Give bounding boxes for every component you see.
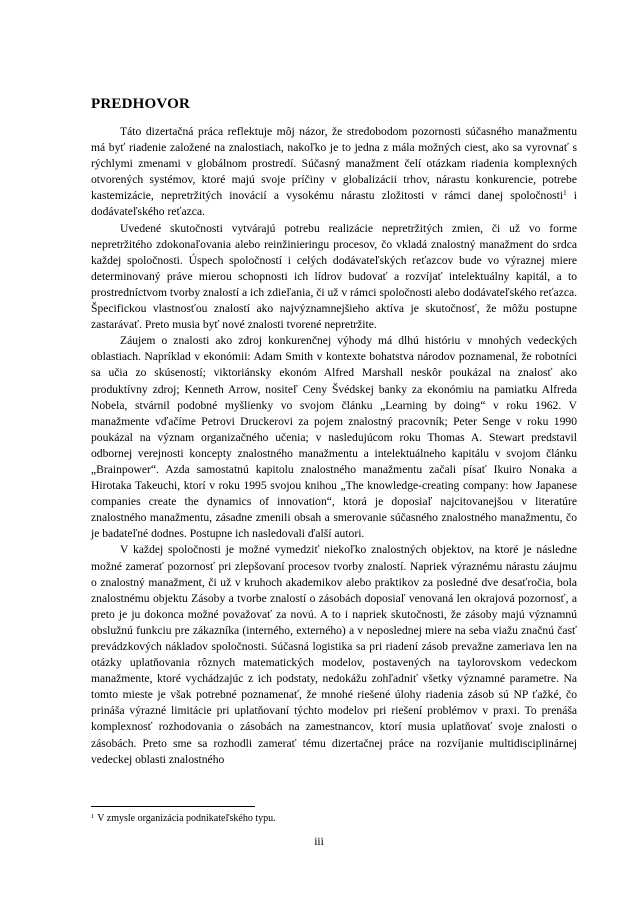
paragraph-1-text-end: i dodávateľského reťazca. bbox=[91, 189, 577, 219]
paragraph-1 bbox=[91, 124, 577, 221]
footnote-separator bbox=[91, 806, 255, 807]
footnote-text: V zmysle organizácia podnikateľského typu. bbox=[97, 813, 276, 824]
paragraph-1-text: Táto dizertačná práca reflektuje môj názor, že stredobodom pozornosti súčasného manažmentu má byť riadenie založené na znalostiach, nakoľko je to jedna z mála možných ciest, ako sa vyrovnať s rýchlymi zmenami v globálnom prostredí. Súčasný manažment čelí otázkam riadenia komplexných otvorených systémov, ktoré majú svoje príčiny v globalizácii trhov, nárastu konkurencie, potrebe kastemizácie, nepretržitých inovácií a vysokému nárastu zložitosti v rámci danej spoločnosti bbox=[91, 125, 577, 203]
footnote bbox=[91, 813, 577, 825]
paragraph-3: Záujem o znalosti ako zdroj konkurenčnej výhody má dlhú históriu v mnohých vedeckých oblastiach. Napríklad v ekonómii: Adam Smith v kontexte bohatstva národov poznamenal, že robotníci sa učia zo skúseností; viktoriánsky ekonóm Alfred Marshall neskôr poukázal na znalosť ako produktívny zdroj; Kenneth Arrow, nositeľ Ceny Švédskej banky za ekonómiu na pamiatku Alfreda Nobela, stvárnil podobné myšlienky vo svojom článku „Learning by doing“ v roku 1962. V manažmente vďačíme Petrovi Druckerovi za pojem znalostný pracovník; Peter Senge v roku 1990 poukázal na význam organizačného učenia; v nasledujúcom roku Thomas A. Stewart predstavil odbornej verejnosti koncepty znalostného manažmentu a intelektuálneho kapitálu v svojom článku „Brainpower“. Azda samostatnú kapitolu znalostného manažmentu začali písať Ikuiro Nonaka a Hirotaka Takeuchi, ktorí v roku 1995 svojou knihou „The knowledge-creating company: how Japanese companies create the dynamics of innovation“, ktorá je doposiaľ najcitovanejšou v literatúre znalostného manažmentu, zásadne zmenili obsah a smerovanie súčasného znalostného manažmentu, čo je badateľné dodnes. Postupne ich nasledovali ďalší autori. bbox=[91, 334, 577, 541]
footnote-reference: 1 bbox=[563, 189, 567, 198]
paragraph-4: V každej spoločnosti je možné vymedziť niekoľko znalostných objektov, na ktoré je následne možné zamerať pozornosť pri zlepšovaní procesov tvorby znalostí. Napriek výraznému nárastu záujmu o znalostný manažment, či už v kruhoch akademikov alebo praktikov za posledné dve desaťročia, bola znalostnému objektu Zásoby a tvorbe znalostí o zásobách doposiaľ venovaná len okrajová pozornosť, a preto je ju dokonca možné považovať za novú. A to i napriek skutočnosti, že zásoby majú významnú obslužnú funkciu pre zákazníka (interného, externého) a v neposlednej miere na seba viažu značnú časť prevádzkových nákladov spoločnosti. Súčasná logistika sa pri riadení zásob prevažne zameriava len na otázky uplatňovania rôznych matematických modelov, postavených na taylorovskom vedeckom manažmente, ktoré vychádzajúc z ich podstaty, nedokážu zohľadniť všetky významné parametre. Na tomto mieste je však potrebné poznamenať, že mnohé riešené úlohy riadenia zásob sú NP ťažké, čo prináša výrazné limitácie pri uplatňovaní týchto modelov pri riešení problémov v praxi. To prenáša komplexnosť rozhodovania o zásobách na zamestnancov, ktorí musia uplatňovať svoje znalosti o zásobách. Preto sme sa rozhodli zamerať tému dizertačnej práce na rozvíjanie multidisciplinárnej vedeckej oblasti znalostného bbox=[91, 543, 577, 766]
section-heading: PREDHOVOR bbox=[91, 96, 190, 112]
paragraph-2: Uvedené skutočnosti vytvárajú potrebu realizácie nepretržitých zmien, či už vo forme nepretržitého zdokonaľovania alebo reinžinieringu procesov, čo vkladá znalostný manažment do srdca každej spoločnosti. Úspech spoločností i celých dodávateľských reťazcov bude vo výraznej miere determinovaný práve mierou schopnosti ich lídrov budovať a rozvíjať intelektuálny kapitál, a to prostredníctvom tvorby znalostí a ich zdieľania, či už v rámci spoločnosti alebo dodávateľského reťazca. Špecifickou vlastnosťou znalostí ako najvýznamnejšieho aktíva je skutočnosť, že môžu postupne zastarávať. Preto musia byť nové znalosti tvorené nepretržite. bbox=[91, 221, 578, 332]
body-text bbox=[91, 124, 577, 768]
footnote-marker: 1 bbox=[91, 813, 95, 820]
page-number: iii bbox=[314, 836, 324, 848]
